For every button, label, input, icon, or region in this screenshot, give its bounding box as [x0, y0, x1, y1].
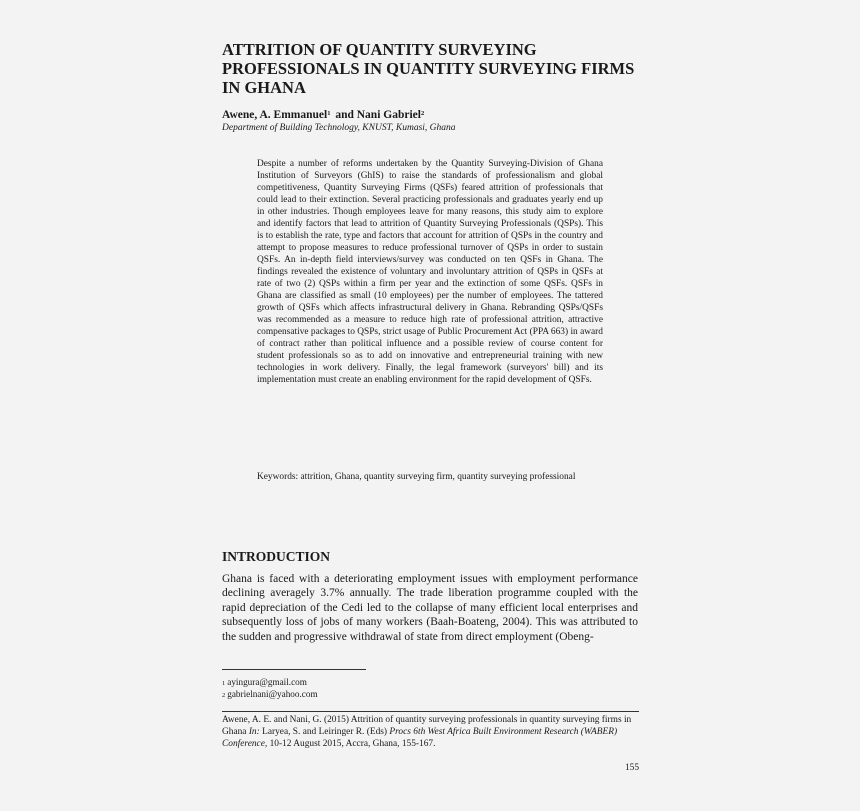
- author-conjunction: and: [332, 109, 357, 121]
- introduction-paragraph: Ghana is faced with a deteriorating employment issues with employment performance declining averagely 3.7% annually. The trade liberation programme coupled with the rapid depreciation of the Cedi led to the collapse of many efficient local enterprises and subsequently loss of jobs of many workers (Baah-Boateng, 2004). This was attributed to the sudden and progressive withdrawal of state from direct employment (Obeng-: [222, 573, 638, 643]
- citation-part-2: Laryea, S. and Leiringer R. (Eds): [259, 727, 390, 738]
- paper-title: ATTRITION OF QUANTITY SURVEYING PROFESSIONALS IN QUANTITY SURVEYING FIRMS IN GHANA: [222, 40, 635, 97]
- author-1-footnote-mark: 1: [327, 110, 331, 117]
- footnote-1: [222, 677, 307, 688]
- citation-divider: [222, 711, 639, 712]
- author-2: Nani Gabriel: [356, 109, 421, 121]
- citation: [222, 714, 639, 751]
- footnote-divider: [222, 669, 366, 670]
- citation-in-label: In:: [248, 727, 260, 738]
- citation-part-1: Awene, A. E. and Nani, G. (2015) Attrition of quantity surveying professionals in quantity surveying firms in Ghana: [222, 715, 632, 738]
- footnote-1-email: ayingura@gmail.com: [227, 677, 307, 687]
- author-2-footnote-mark: 2: [420, 110, 425, 117]
- footnote-1-mark: 1: [222, 680, 226, 687]
- author-1: Awene, A. Emmanuel: [222, 109, 328, 121]
- citation-part-3: 10-12 August 2015, Accra, Ghana, 155-167.: [267, 739, 436, 750]
- affiliation: Department of Building Technology, KNUST, Kumasi, Ghana: [222, 123, 456, 133]
- introduction-heading: INTRODUCTION: [222, 549, 331, 564]
- citation-proceedings: Procs 6th West Africa Built Environment Research (WABER) Conference,: [222, 727, 618, 750]
- keywords: Keywords: attrition, Ghana, quantity surveying firm, quantity surveying professional: [257, 472, 576, 482]
- footnote-2: [222, 689, 318, 700]
- abstract: Despite a number of reforms undertaken by the Quantity Surveying-Division of Ghana Institution of Surveyors (GhIS) to raise the standards of professionalism and global competitiveness, Quantity Surveying Firms (QSFs) feared attrition of professionals that could lead to their extinction. Several practicing professionals and graduates yearly end up in other industries. Though employees leave for many reasons, this study aim to explore and identify factors that lead to attrition of Quantity Surveying Professionals (QSPs). This is to establish the rate, type and factors that account for attrition of QSPs in the country and attempt to propose measures to reduce professional turnover of QSPs in order to sustain QSFs. An in-depth field interviews/survey was conducted on ten QSFs in Ghana. The findings revealed the existence of voluntary and involuntary attrition of QSPs in QSFs at rate of two (2) QSPs within a firm per year and the extinction of some QSFs. QSFs in Ghana are classified as small (10 employees) per the number of employees. The tattered growth of QSFs which affects infrastructural delivery in Ghana. Rebranding QSPs/QSFs was recommended as a measure to reduce high rate of professional attrition, attractive compensative packages to QSPs, strict usage of Public Procurement Act (PPA 663) in award of contract rather than political influence and a possible review of course content for student professionals so as to add on innovative and entrepreneurial training with new technologies in work delivery. Finally, the legal framework (surveyors' bill) and its implementation must create an enabling environment for the rapid development of QSFs.: [257, 159, 603, 385]
- footnote-2-mark: 2: [222, 692, 226, 699]
- author-line: [222, 109, 642, 121]
- footnote-2-email: gabrielnani@yahoo.com: [227, 689, 318, 699]
- page-number: 155: [624, 763, 639, 773]
